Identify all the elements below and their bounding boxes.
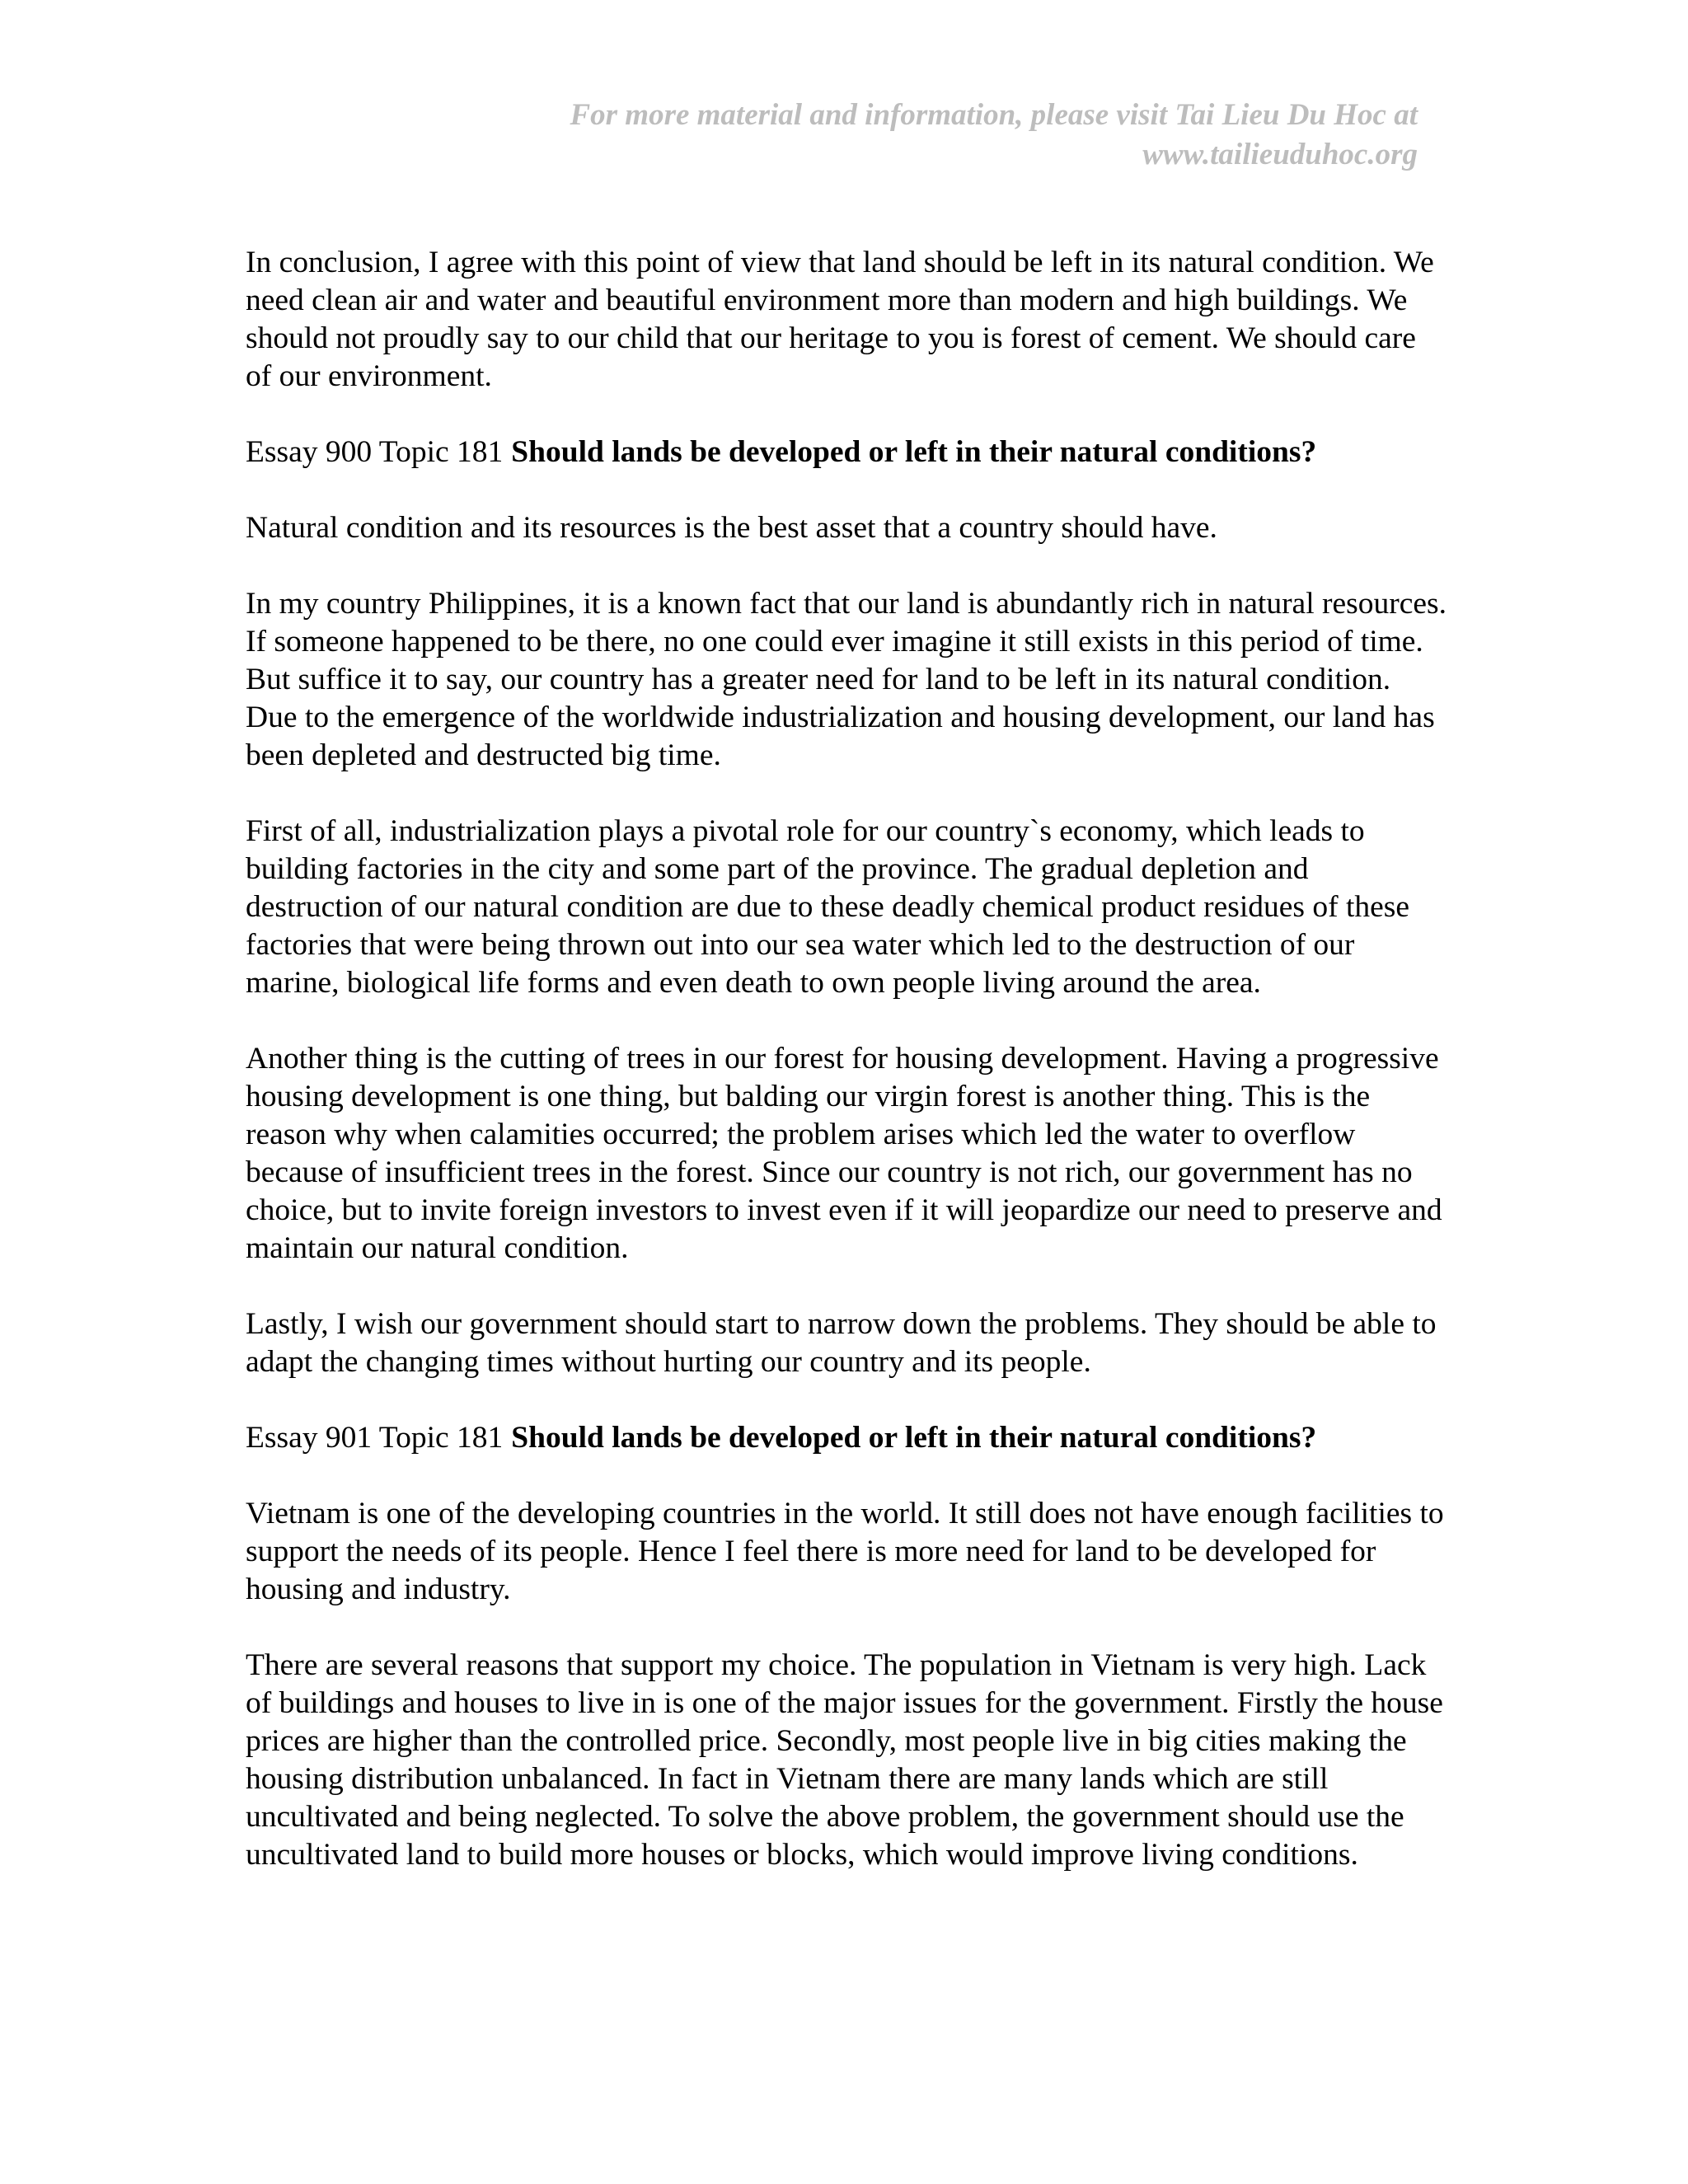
- header-url[interactable]: www.tailieuduhoc.org: [1142, 138, 1418, 171]
- essay-900-label: Essay 900 Topic 181: [246, 435, 504, 469]
- paragraph-reasons: There are several reasons that support my choice. The population in Vietnam is very high. Lack of buildings and houses to live in is one of the major issues for the government. Firstly the house prices are higher than the controlled price. Secondly, most people live in big cities making the housing distribution unbalanced. In fact in Vietnam there are many lands which are still uncultivated and being neglected. To solve the above problem, the government should use the uncultivated land to build more houses or blocks, which would improve living conditions.: [246, 1648, 1443, 1872]
- essay-901-label: Essay 901 Topic 181: [246, 1421, 504, 1455]
- header-line-1: For more material and information, please visit Tai Lieu Du Hoc at: [570, 98, 1418, 132]
- paragraph-conclusion: In conclusion, I agree with this point of view that land should be left in its natural condition. We need clean air and water and beautiful environment more than modern and high buildings. We should not proudly say to our child that our heritage to you is forest of cement. We should care of our environment.: [246, 246, 1434, 393]
- document-body: [246, 244, 1449, 1912]
- essay-900-heading: [246, 434, 1449, 471]
- essay-901-heading: [246, 1419, 1449, 1457]
- paragraph-philippines: In my country Philippines, it is a known fact that our land is abundantly rich in natural resources. If someone happened to be there, no one could ever imagine it still exists in this period of time. But suffice it to say, our country has a greater need for land to be left in its natural condition. Due to the emergence of the worldwide industrialization and housing development, our land has been depleted and destructed big time.: [246, 587, 1447, 772]
- page-header: [181, 96, 1418, 175]
- essay-900-title: Should lands be developed or left in their natural conditions?: [511, 435, 1317, 469]
- essay-901-title: Should lands be developed or left in their natural conditions?: [511, 1421, 1317, 1455]
- paragraph-housing-development: Another thing is the cutting of trees in our forest for housing development. Having a progressive housing development is one thing, but balding our virgin forest is another thing. This is the reason why when calamities occurred; the problem arises which led the water to overflow because of insufficient trees in the forest. Since our country is not rich, our government has no choice, but to invite foreign investors to invest even if it will jeopardize our need to preserve and maintain our natural condition.: [246, 1042, 1442, 1265]
- paragraph-vietnam-intro: Vietnam is one of the developing countries in the world. It still does not have enough facilities to support the needs of its people. Hence I feel there is more need for land to be developed for housing and industry.: [246, 1497, 1444, 1606]
- paragraph-industrialization: First of all, industrialization plays a pivotal role for our country`s economy, which leads to building factories in the city and some part of the province. The gradual depletion and destruction of our natural condition are due to these deadly chemical product residues of these factories that were being thrown out into our sea water which led to the destruction of our marine, biological life forms and even death to own people living around the area.: [246, 814, 1410, 1000]
- paragraph-lastly: Lastly, I wish our government should start to narrow down the problems. They should be able to adapt the changing times without hurting our country and its people.: [246, 1307, 1437, 1379]
- paragraph-intro-900: Natural condition and its resources is the best asset that a country should have.: [246, 511, 1217, 545]
